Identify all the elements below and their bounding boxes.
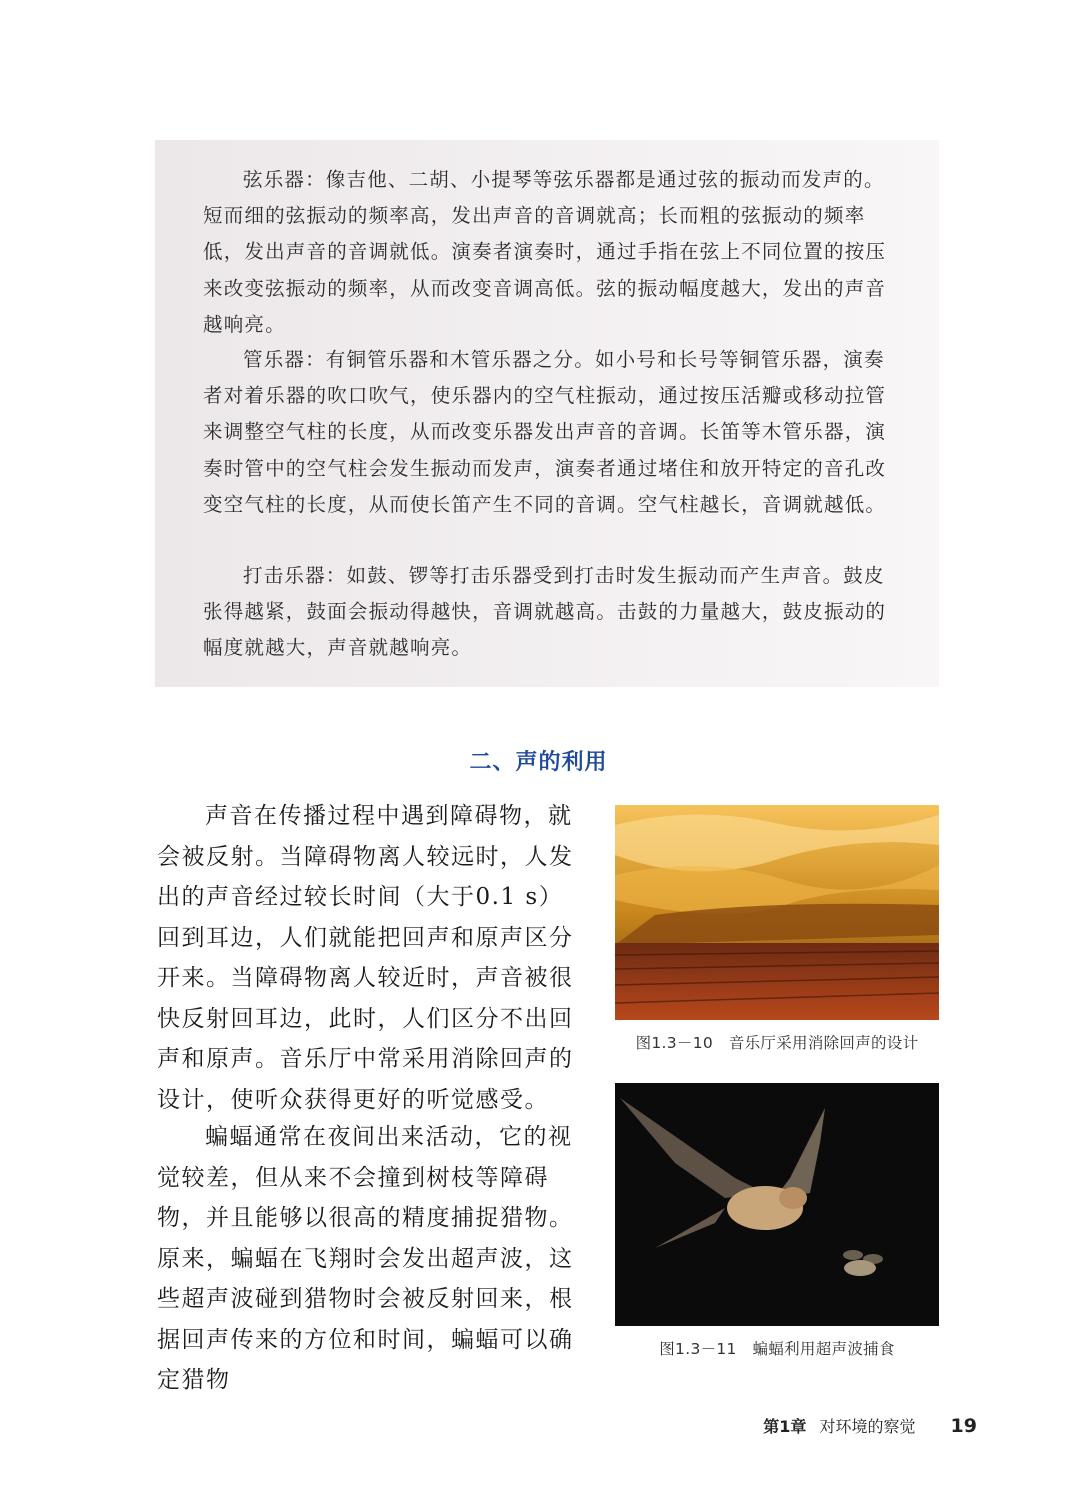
box-paragraph-strings: 弦乐器：像吉他、二胡、小提琴等弦乐器都是通过弦的振动而发声的。短而细的弦振动的频率高，发出声音的音调就高；长而粗的弦振动的频率低，发出声音的音调就低。演奏者演奏时，通过手指在弦上不同位置的按压来改变弦振动的频率，从而改变音调高低。弦的振动幅度越大，发出的声音越响亮。 [203, 168, 887, 336]
figure-caption-bat: 图1.3－11 蝙蝠利用超声波捕食 [659, 1340, 895, 1358]
box-paragraph-wind: 管乐器：有铜管乐器和木管乐器之分。如小号和长号等铜管乐器，演奏者对着乐器的吹口吹气，使乐器内的空气柱振动，通过按压活瓣或移动拉管来调整空气柱的长度，从而改变乐器发出声音的音调。长笛等木管乐器，演奏时管中的空气柱会发生振动而发声，演奏者通过堵住和放开特定的音孔改变空气柱的长度，从而使长笛产生不同的音调。空气柱越长，音调就越低。 [203, 348, 887, 516]
main-paragraph-echo: 声音在传播过程中遇到障碍物，就会被反射。当障碍物离人较远时，人发出的声音经过较长时间（大于0.1 s）回到耳边，人们就能把回声和原声区分开来。当障碍物离人较近时，声音被很快反射回耳边，此时，人们区分不出回声和原声。音乐厅中常采用消除回声的设计，使听众获得更好的听觉感受。 [157, 803, 574, 1113]
bat-hunting-photo [615, 1083, 939, 1326]
figure-caption-concert-hall: 图1.3－10 音乐厅采用消除回声的设计 [635, 1034, 919, 1052]
reading-box [155, 140, 939, 687]
chapter-title: 对环境的察觉 [819, 1417, 916, 1436]
page-footer [763, 1414, 977, 1437]
section-heading: 二、声的利用 [469, 750, 608, 775]
box-paragraph-percussion: 打击乐器：如鼓、锣等打击乐器受到打击时发生振动而产生声音。鼓皮张得越紧，鼓面会振动得越快，音调就越高。击鼓的力量越大，鼓皮振动的幅度就越大，声音就越响亮。 [203, 564, 887, 660]
concert-hall-photo [615, 805, 939, 1020]
chapter-label: 第1章 [763, 1417, 807, 1436]
page-number: 19 [950, 1415, 977, 1437]
main-paragraph-bat: 蝙蝠通常在夜间出来活动，它的视觉较差，但从来不会撞到树枝等障碍物，并且能够以很高的精度捕捉猎物。原来，蝙蝠在飞翔时会发出超声波，这些超声波碰到猎物时会被反射回来，根据回声传来的方位和时间，蝙蝠可以确定猎物 [157, 1124, 574, 1393]
